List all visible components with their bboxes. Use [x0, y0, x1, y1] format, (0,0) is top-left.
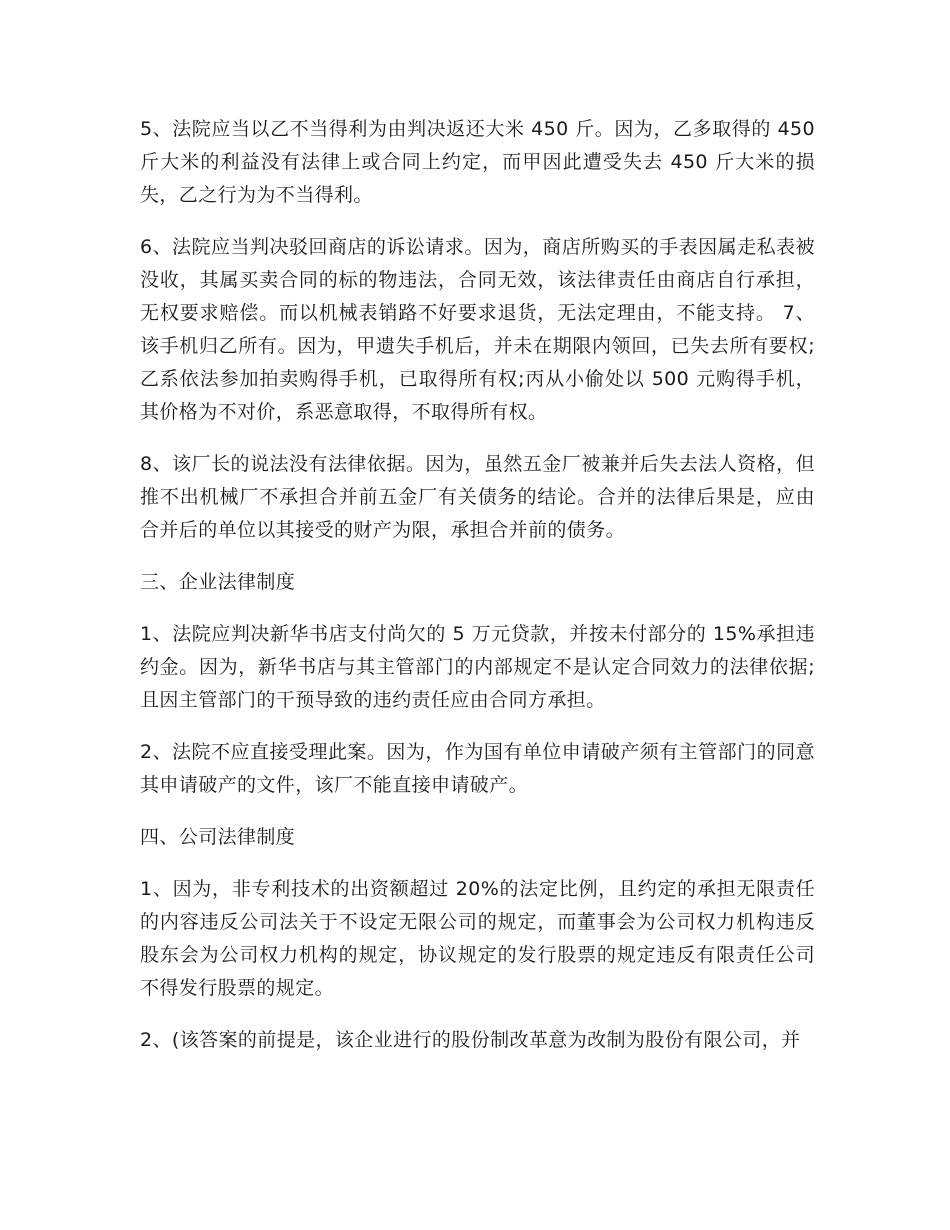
paragraph-enterprise-1: 1、法院应判决新华书店支付尚欠的 5 万元贷款，并按未付部分的 15%承担违约金。因为，新华书店与其主管部门的内部规定不是认定合同效力的法律依据;且因主管部门的干预导致的违约责任应由合同方承担。	[140, 623, 815, 711]
document-page	[140, 113, 815, 1076]
paragraph-6-7: 6、法院应当判决驳回商店的诉讼请求。因为，商店所购买的手表因属走私表被没收，其属买卖合同的标的物违法，合同无效，该法律责任由商店自行承担，无权要求赔偿。而以机械表销路不好要求退货，无法定理由，不能支持。 7、该手机归乙所有。因为，甲遗失手机后，并未在期限内领回，已失去所有要权;乙系依法参加拍卖购得手机，已取得所有权;丙从小偷处以 500 元购得手机，其价格为不对价，系恶意取得，不取得所有权。	[140, 236, 815, 423]
paragraph-company-2: 2、(该答案的前提是，该企业进行的股份制改革意为改制为股份有限公司，并	[140, 1029, 801, 1051]
paragraph-5: 5、法院应当以乙不当得利为由判决返还大米 450 斤。因为，乙多取得的 450 斤大米的利益没有法律上或合同上约定，而甲因此遭受失去 450 斤大米的损失，乙之行为为不当得利。	[140, 118, 815, 206]
paragraph-8: 8、该厂长的说法没有法律依据。因为，虽然五金厂被兼并后失去法人资格，但推不出机械厂不承担合并前五金厂有关债务的结论。合并的法律后果是，应由合并后的单位以其接受的财产为限，承担合并前的债务。	[140, 453, 815, 541]
paragraph-enterprise-2: 2、法院不应直接受理此案。因为，作为国有单位申请破产须有主管部门的同意其申请破产的文件，该厂不能直接申请破产。	[140, 741, 815, 796]
section-heading-company-law: 四、公司法律制度	[140, 826, 296, 848]
section-heading-enterprise-law: 三、企业法律制度	[140, 571, 296, 593]
paragraph-company-1: 1、因为，非专利技术的出资额超过 20%的法定比例，且约定的承担无限责任的内容违反公司法关于不设定无限公司的规定，而董事会为公司权力机构违反股东会为公司权力机构的规定，协议规定的发行股票的规定违反有限责任公司不得发行股票的规定。	[140, 878, 815, 999]
